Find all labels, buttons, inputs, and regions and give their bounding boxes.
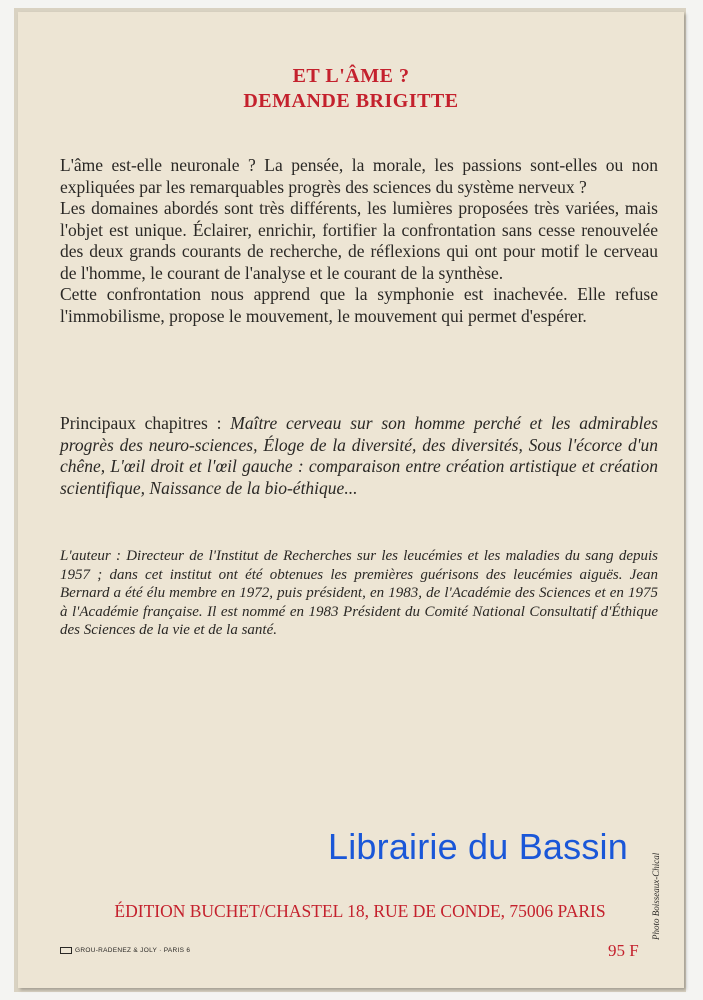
chapters-label: Principaux chapitres : xyxy=(60,413,231,433)
blurb xyxy=(60,155,658,327)
chapters-list: Maître cerveau sur son homme perché et les admirables progrès des neuro-sciences, Éloge de la diversité, des diversités, Sous l'écorce d'un chêne, L'œil droit et l'œil gauche : comparaison entre création artistique et création scientifique, Naissance de la bio-éthique... xyxy=(60,413,658,498)
printer-credit xyxy=(60,947,190,954)
printer-name: GROU-RADENEZ & JOLY · PARIS 6 xyxy=(75,947,191,955)
photo-credit: Photo Boisseaux-Chical xyxy=(651,852,661,940)
publisher-line: ÉDITION BUCHET/CHASTEL 18, RUE DE CONDE, 75006 PARIS xyxy=(114,901,606,921)
author-paragraph: L'auteur : Directeur de l'Institut de Recherches sur les leucémies et les maladies du sang depuis 1957 ; dans cet institut ont été obtenues les premières guérisons des leucémies aiguës. Jean Bernard a été élu membre en 1972, puis président, en 1983, de l'Académie des Sciences et en 1975 à l'Académie française. Il est nommé en 1983 Président du Comité National Consultatif d'Éthique des Sciences de la vie et de la santé. xyxy=(60,548,658,639)
blurb-paragraph-3: Cette confrontation nous apprend que la symphonie est inachevée. Elle refuse l'immobilisme, propose le mouvement, le mouvement qui permet d'espérer. xyxy=(60,284,658,326)
blurb-paragraph-1: L'âme est-elle neuronale ? La pensée, la morale, les passions sont-elles ou non expliquées par les remarquables progrès des sciences du système nerveux ? xyxy=(60,155,658,197)
price: 95 F xyxy=(608,941,639,960)
title-line-1: ET L'ÂME ? xyxy=(292,65,410,87)
cover-title xyxy=(18,64,684,114)
title-line-2: DEMANDE BRIGITTE xyxy=(243,90,459,112)
printer-logo-icon xyxy=(60,947,72,954)
chapters-section xyxy=(60,413,658,499)
chapters-paragraph xyxy=(60,413,658,499)
author-bio xyxy=(60,547,658,640)
watermark: Librairie du Bassin xyxy=(328,826,628,867)
blurb-paragraph-2: Les domaines abordés sont très différents, les lumières proposées très variées, mais l'objet est unique. Éclairer, enrichir, fortifier la confrontation sans cesse renouvelée des deux grands courants de recherche, de réflexions qui ont pour motif le cerveau de l'homme, le courant de l'analyse et le courant de la synthèse. xyxy=(60,198,658,283)
